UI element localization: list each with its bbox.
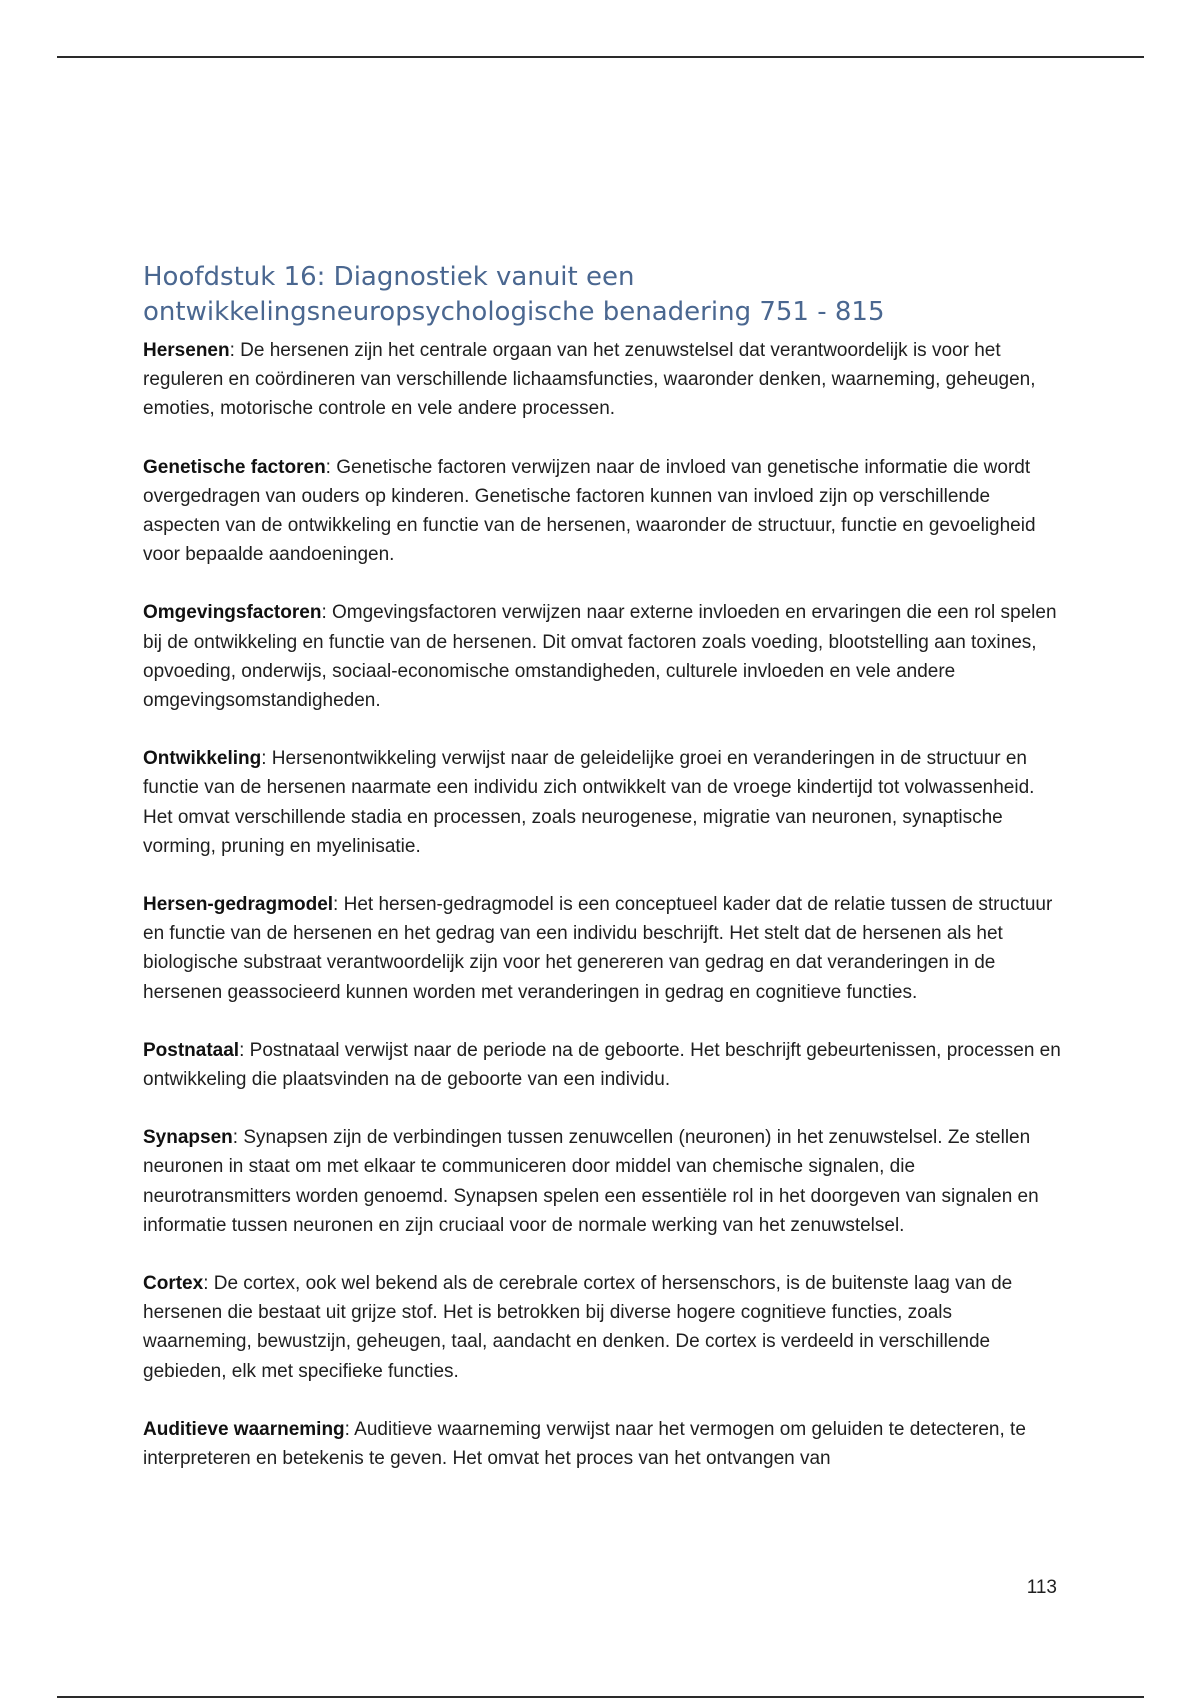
chapter-title: Hoofdstuk 16: Diagnostiek vanuit een ontwikkelingsneuropsychologische benadering 751 - 815	[143, 262, 885, 327]
entry-term: Auditieve waarneming	[143, 1418, 345, 1440]
glossary-entry-postnataal	[143, 1036, 1063, 1094]
glossary-entry-hersen-gedragmodel	[143, 890, 1063, 1007]
glossary-entry-cortex	[143, 1269, 1063, 1386]
entry-term: Hersenen	[143, 340, 230, 361]
entry-definition: : Het hersen-gedragmodel is een conceptueel kader dat de relatie tussen de structuur en functie van de hersenen en het gedrag van een individu beschrijft. Het stelt dat de hersenen als het biologische substraat verantwoordelijk zijn voor het genereren van gedrag en dat veranderingen in de hersenen geassocieerd kunnen worden met veranderingen in gedrag en cognitieve functies.	[143, 894, 1053, 1003]
glossary-entry-omgevingsfactoren	[143, 598, 1063, 715]
header-rule	[57, 56, 1144, 58]
entry-definition: : Auditieve waarneming verwijst naar het vermogen om geluiden te detecteren, te interpreteren en betekenis te geven. Het omvat het proces van het ontvangen van	[143, 1418, 1026, 1470]
glossary-entry-ontwikkeling	[143, 744, 1063, 861]
footer-rule	[57, 1696, 1144, 1698]
entry-term: Genetische factoren	[143, 456, 326, 478]
entry-term: Omgevingsfactoren	[143, 602, 322, 624]
glossary-entry-genetische-factoren	[143, 453, 1063, 570]
entry-definition: : Omgevingsfactoren verwijzen naar externe invloeden en ervaringen die een rol spelen bij de ontwikkeling en functie van de hersenen. Dit omvat factoren zoals voeding, blootstelling aan toxines, opvoeding, onderwijs, sociaal-economische omstandigheden, culturele invloeden en vele andere omgevingsomstandigheden.	[143, 602, 1057, 712]
entry-definition: : De hersenen zijn het centrale orgaan van het zenuwstelsel dat verantwoordelijk is voor het reguleren en coördineren van verschillende lichaamsfuncties, waaronder denken, waarneming, geheugen, emoties, motorische controle en vele andere processen.	[143, 340, 1036, 420]
page-number: 113	[1026, 1577, 1057, 1598]
entry-definition: : Postnataal verwijst naar de periode na de geboorte. Het beschrijft gebeurtenissen, processen en ontwikkeling die plaatsvinden na de geboorte van een individu.	[143, 1039, 1061, 1091]
entry-term: Hersen-gedragmodel	[143, 894, 334, 916]
entry-term: Postnataal	[143, 1039, 240, 1061]
entry-term: Synapsen	[143, 1127, 233, 1149]
glossary-entry-hersenen	[143, 336, 1063, 424]
entry-term: Ontwikkeling	[143, 748, 262, 770]
glossary-entry-auditieve-waarneming	[143, 1415, 1063, 1473]
entry-definition: : Hersenontwikkeling verwijst naar de geleidelijke groei en veranderingen in de structuur en functie van de hersenen naarmate een individu zich ontwikkelt van de vroege kindertijd tot volwassenheid. Het omvat verschillende stadia en processen, zoals neurogenese, migratie van neuronen, synaptische vorming, pruning en myelinisatie.	[143, 748, 1035, 857]
entry-definition: : Genetische factoren verwijzen naar de invloed van genetische informatie die wordt overgedragen van ouders op kinderen. Genetische factoren kunnen van invloed zijn op verschillende aspecten van de ontwikkeling en functie van de hersenen, waaronder de structuur, functie en gevoeligheid voor bepaalde aandoeningen.	[143, 456, 1036, 566]
page-content	[143, 260, 1063, 1502]
entry-definition: : Synapsen zijn de verbindingen tussen zenuwcellen (neuronen) in het zenuwstelsel. Ze stellen neuronen in staat om met elkaar te communiceren door middel van chemische signalen, die neurotransmitters worden genoemd. Synapsen spelen een essentiële rol in het doorgeven van signalen en informatie tussen neuronen en zijn cruciaal voor de normale werking van het zenuwstelsel.	[143, 1127, 1039, 1236]
entry-term: Cortex	[143, 1273, 204, 1295]
entry-definition: : De cortex, ook wel bekend als de cerebrale cortex of hersenschors, is de buitenste laag van de hersenen die bestaat uit grijze stof. Het is betrokken bij diverse hogere cognitieve functies, zoals waarneming, bewustzijn, geheugen, taal, aandacht en denken. De cortex is verdeeld in verschillende gebieden, elk met specifieke functies.	[143, 1273, 1013, 1382]
glossary-entry-synapsen	[143, 1123, 1063, 1240]
